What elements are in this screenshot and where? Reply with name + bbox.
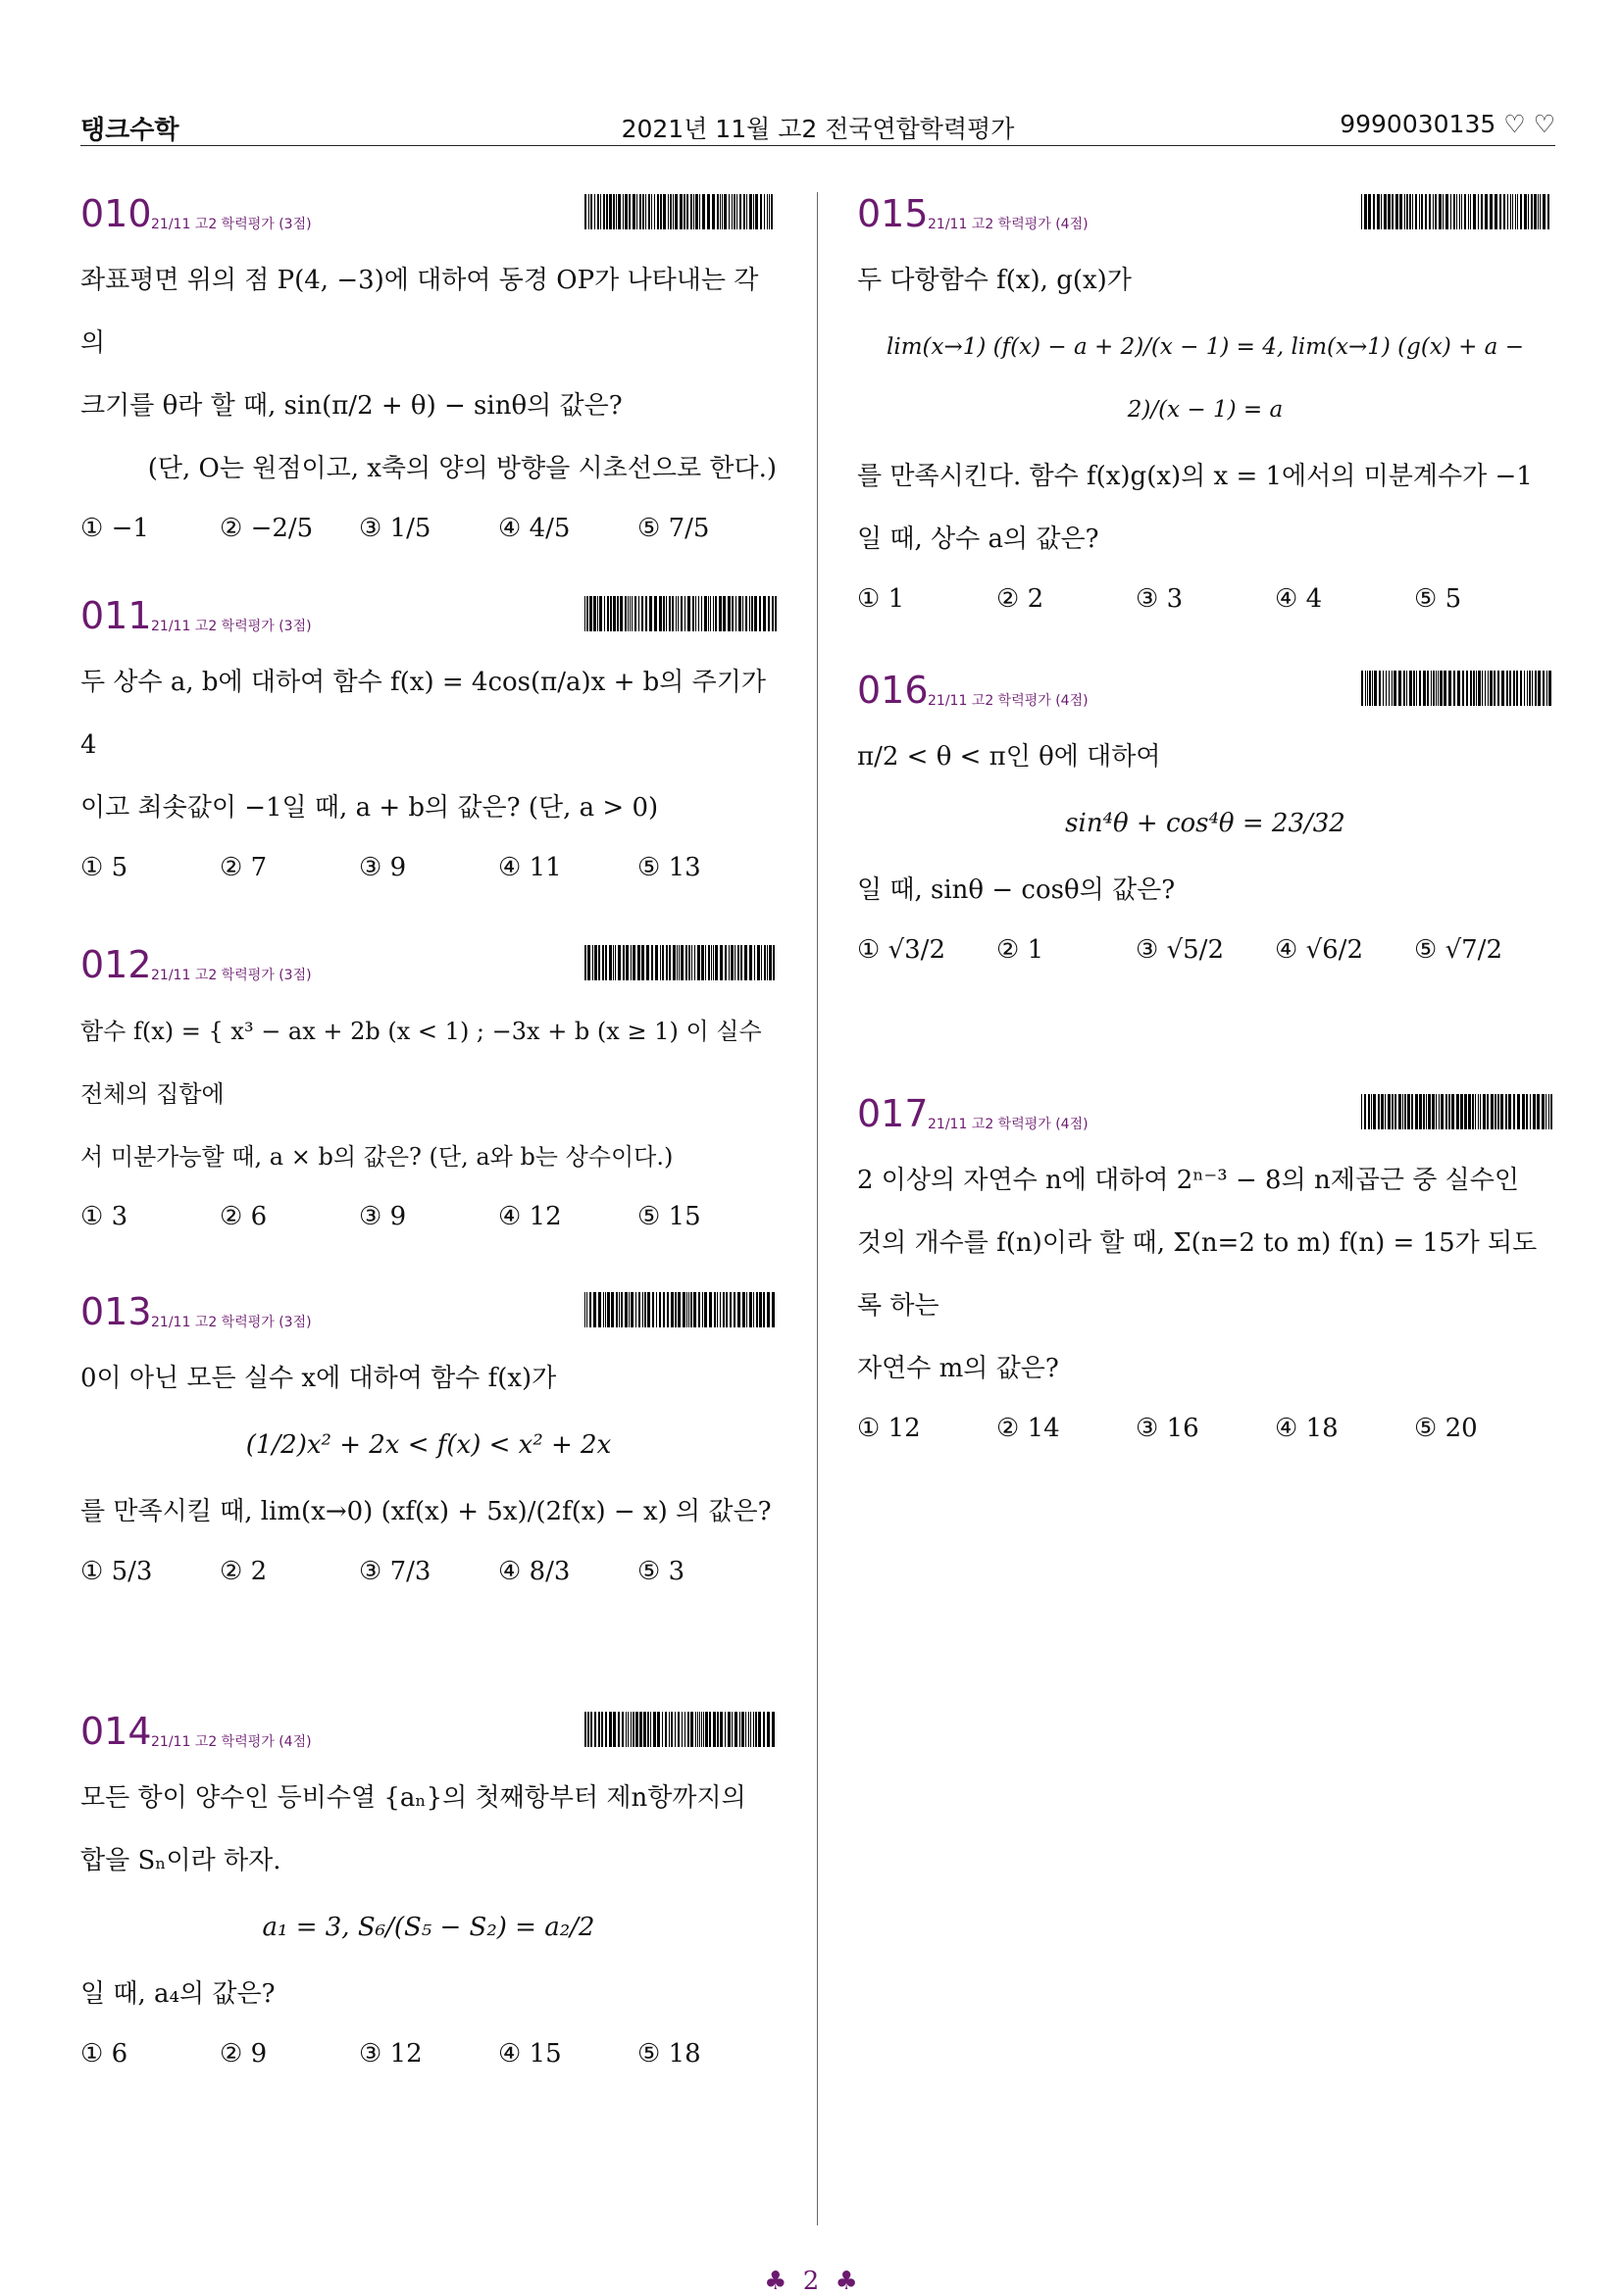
- barcode-image: [1361, 1094, 1553, 1129]
- choice-3[interactable]: ③ 9: [359, 1202, 407, 1231]
- question-number: 011: [80, 594, 152, 637]
- given-formula: a₁ = 3, S₆/(S₅ − S₂) = a₂/2: [262, 1913, 595, 1942]
- question-011: [80, 594, 777, 882]
- barcode-image: [584, 1292, 777, 1327]
- choice-5[interactable]: ⑤ 20: [1414, 1414, 1478, 1443]
- question-line: 두 상수 a, b에 대하여 함수 f(x) = 4cos(π/a)x + b의 주기가 4: [80, 668, 767, 760]
- column-divider: [817, 192, 818, 2225]
- page-number: 2: [802, 2267, 820, 2296]
- choice-1[interactable]: ① 6: [80, 2039, 128, 2069]
- choice-5[interactable]: ⑤ 5: [1414, 584, 1462, 614]
- page-header: [80, 110, 1555, 145]
- question-number: 016: [857, 669, 929, 712]
- question-line: 일 때, 상수 a의 값은?: [857, 524, 1099, 554]
- choice-2[interactable]: ② 2: [220, 1557, 268, 1586]
- choice-5[interactable]: ⑤ √7/2: [1414, 935, 1502, 965]
- choice-1[interactable]: ① 5/3: [80, 1557, 153, 1586]
- question-line: 좌표평면 위의 점 P(4, −3)에 대하여 동경 OP가 나타내는 각의: [80, 266, 759, 358]
- question-line: 일 때, sinθ − cosθ의 값은?: [857, 875, 1176, 905]
- choice-3[interactable]: ③ √5/2: [1136, 935, 1224, 965]
- choice-4[interactable]: ④ 12: [498, 1202, 562, 1231]
- page-footer: [0, 2267, 1622, 2296]
- answer-choices: [857, 935, 1553, 965]
- club-icon: ♣: [835, 2267, 858, 2296]
- choice-3[interactable]: ③ 7/3: [359, 1557, 431, 1586]
- document-code: 9990030135 ♡ ♡: [1340, 110, 1555, 138]
- choice-5[interactable]: ⑤ 13: [637, 853, 701, 882]
- question-line: π/2 < θ < π인 θ에 대하여: [857, 742, 1161, 772]
- choice-1[interactable]: ① √3/2: [857, 935, 945, 965]
- choice-5[interactable]: ⑤ 3: [637, 1557, 685, 1586]
- choice-4[interactable]: ④ 8/3: [498, 1557, 571, 1586]
- barcode-image: [584, 194, 777, 229]
- question-line: 크기를 θ라 할 때, sin(π/2 + θ) − sinθ의 값은?: [80, 391, 623, 421]
- barcode-image: [1361, 194, 1553, 229]
- choice-4[interactable]: ④ 18: [1275, 1414, 1339, 1443]
- question-number: 014: [80, 1710, 152, 1753]
- header-rule: [80, 145, 1555, 146]
- choice-3[interactable]: ③ 12: [359, 2039, 423, 2069]
- question-line: 0이 아닌 모든 실수 x에 대하여 함수 f(x)가: [80, 1364, 557, 1393]
- answer-choices: [857, 584, 1553, 614]
- answer-choices: [80, 853, 777, 882]
- choice-1[interactable]: ① 3: [80, 1202, 128, 1231]
- question-source-tag: 21/11 고2 학력평가 (3점): [151, 968, 312, 983]
- exam-title: 2021년 11월 고2 전국연합학력평가: [621, 115, 1015, 143]
- barcode-image: [584, 945, 777, 980]
- question-line: 함수 f(x) = { x³ − ax + 2b (x < 1) ; −3x + b (x ≥ 1) 이 실수 전체의 집합에: [80, 1018, 762, 1108]
- question-line: 두 다항함수 f(x), g(x)가: [857, 266, 1132, 295]
- question-015: [857, 192, 1553, 614]
- choice-1[interactable]: ① −1: [80, 514, 149, 543]
- question-line: 이고 최솟값이 −1일 때, a + b의 값은? (단, a > 0): [80, 793, 659, 823]
- question-line: 2 이상의 자연수 n에 대하여 2ⁿ⁻³ − 8의 n제곱근 중 실수인: [857, 1166, 1520, 1195]
- question-line: 합을 Sₙ이라 하자.: [80, 1846, 281, 1875]
- question-source-tag: 21/11 고2 학력평가 (4점): [928, 1117, 1089, 1132]
- question-line: 를 만족시킨다. 함수 f(x)g(x)의 x = 1에서의 미분계수가 −1: [857, 462, 1533, 491]
- question-number: 010: [80, 192, 152, 235]
- choice-1[interactable]: ① 5: [80, 853, 128, 882]
- choice-2[interactable]: ② −2/5: [220, 514, 314, 543]
- question-source-tag: 21/11 고2 학력평가 (4점): [928, 217, 1089, 232]
- question-line: 를 만족시킬 때, lim(x→0) (xf(x) + 5x)/(2f(x) − x) 의 값은?: [80, 1497, 772, 1526]
- question-line: 것의 개수를 f(n)이라 할 때, Σ(n=2 to m) f(n) = 15가 되도록 하는: [857, 1228, 1538, 1321]
- answer-choices: [80, 514, 777, 543]
- club-icon: ♣: [764, 2267, 787, 2296]
- question-017: [857, 1092, 1553, 1443]
- barcode-image: [584, 596, 777, 631]
- question-source-tag: 21/11 고2 학력평가 (4점): [928, 693, 1089, 709]
- choice-2[interactable]: ② 9: [220, 2039, 268, 2069]
- choice-1[interactable]: ① 1: [857, 584, 905, 614]
- choice-2[interactable]: ② 2: [996, 584, 1044, 614]
- choice-1[interactable]: ① 12: [857, 1414, 921, 1443]
- answer-choices: [857, 1414, 1553, 1443]
- choice-3[interactable]: ③ 1/5: [359, 514, 431, 543]
- choice-3[interactable]: ③ 3: [1136, 584, 1184, 614]
- choice-2[interactable]: ② 7: [220, 853, 268, 882]
- choice-3[interactable]: ③ 16: [1136, 1414, 1199, 1443]
- question-source-tag: 21/11 고2 학력평가 (3점): [151, 619, 312, 634]
- answer-choices: [80, 1557, 777, 1586]
- choice-4[interactable]: ④ 4: [1275, 584, 1323, 614]
- choice-4[interactable]: ④ 11: [498, 853, 562, 882]
- brand-name: 탱크수학: [80, 116, 179, 145]
- choice-2[interactable]: ② 14: [996, 1414, 1060, 1443]
- barcode-image: [584, 1712, 777, 1747]
- choice-4[interactable]: ④ 4/5: [498, 514, 571, 543]
- choice-5[interactable]: ⑤ 7/5: [637, 514, 710, 543]
- choice-4[interactable]: ④ 15: [498, 2039, 562, 2069]
- question-line: 서 미분가능할 때, a × b의 값은? (단, a와 b는 상수이다.): [80, 1143, 674, 1171]
- question-012: [80, 943, 777, 1231]
- barcode-image: [1361, 671, 1553, 706]
- question-source-tag: 21/11 고2 학력평가 (3점): [151, 217, 312, 232]
- question-number: 012: [80, 943, 152, 986]
- question-line: 모든 항이 양수인 등비수열 {aₙ}의 첫째항부터 제n항까지의: [80, 1783, 746, 1813]
- question-line: 자연수 m의 값은?: [857, 1354, 1059, 1383]
- choice-5[interactable]: ⑤ 18: [637, 2039, 701, 2069]
- limit-formula: lim(x→1) (f(x) − a + 2)/(x − 1) = 4, lim(x→1) (g(x) + a − 2)/(x − 1) = a: [887, 334, 1524, 423]
- choice-3[interactable]: ③ 9: [359, 853, 407, 882]
- question-source-tag: 21/11 고2 학력평가 (4점): [151, 1734, 312, 1750]
- question-line: 일 때, a₄의 값은?: [80, 1979, 276, 2009]
- question-number: 015: [857, 192, 929, 235]
- choice-2[interactable]: ② 6: [220, 1202, 268, 1231]
- question-number: 017: [857, 1092, 929, 1135]
- choice-5[interactable]: ⑤ 15: [637, 1202, 701, 1231]
- choice-2[interactable]: ② 1: [996, 935, 1044, 965]
- question-014: [80, 1710, 777, 2069]
- question-010: [80, 192, 777, 543]
- answer-choices: [80, 1202, 777, 1231]
- inequality-formula: (1/2)x² + 2x < f(x) < x² + 2x: [245, 1430, 612, 1460]
- choice-4[interactable]: ④ √6/2: [1275, 935, 1363, 965]
- question-source-tag: 21/11 고2 학력평가 (3점): [151, 1315, 312, 1330]
- question-number: 013: [80, 1290, 152, 1333]
- question-013: [80, 1290, 777, 1586]
- answer-choices: [80, 2039, 777, 2069]
- question-condition: (단, O는 원점이고, x축의 양의 방향을 시초선으로 한다.): [147, 454, 777, 483]
- question-016: [857, 669, 1553, 965]
- given-formula: sin⁴θ + cos⁴θ = 23/32: [1065, 809, 1345, 838]
